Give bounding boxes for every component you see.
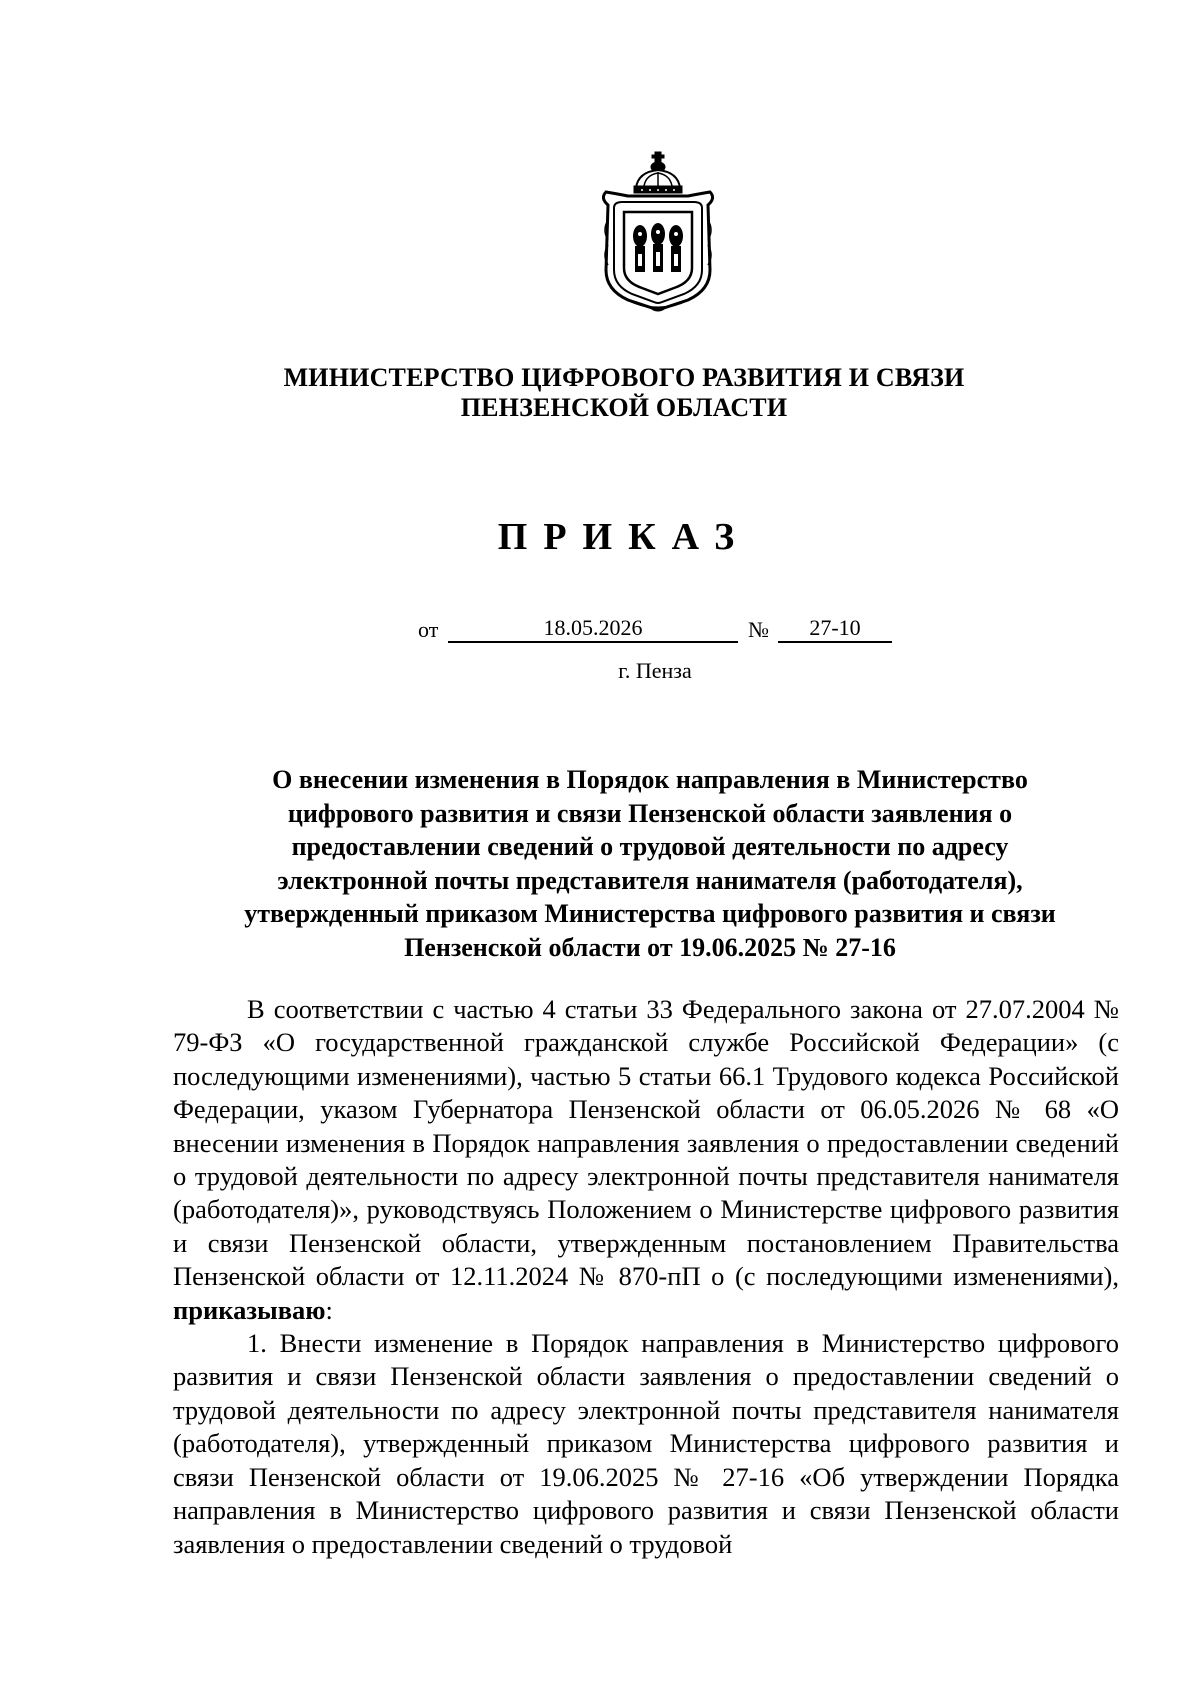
number-prefix: № [748,617,769,642]
document-type-heading: ПРИКАЗ [497,516,751,558]
document-city: г. Пенза [618,658,692,683]
date-prefix: от [418,617,439,642]
body-paragraph-1 [173,993,1119,1327]
coat-of-arms-icon [598,150,718,315]
document-title: О внесении изменения в Порядок направления в Министерство цифрового развития и связи Пензенской области заявления о предоставлении сведений о трудовой деятельности по адресу электронной почты представителя нанимателя (работодателя), утвержденный приказом Министерства цифрового развития и связи Пензенской области от 19.06.2025 № 27-16 [244,765,1056,962]
document-date: 18.05.2026 [448,615,738,643]
paragraph-1-end: : [325,1294,333,1325]
order-verb: приказываю [173,1294,326,1325]
body-paragraph-2: 1. Внести изменение в Порядок направления в Министерство цифрового развития и связи Пензенской области заявления о предоставлении сведений о трудовой деятельности по адресу электронной почты представителя нанимателя (работодателя), утвержденный приказом Министерства цифрового развития и связи Пензенской области от 19.06.2025 № 27-16 «Об утверждении Порядка направления в Министерство цифрового развития и связи Пензенской области заявления о предоставлении сведений о трудовой [173,1328,1119,1559]
document-number: 27-10 [778,615,892,643]
paragraph-1-text: В соответствии с частью 4 статьи 33 Федерального закона от 27.07.2004 № 79-ФЗ «О государственной гражданской службе Российской Федерации» (с последующими изменениями), частью 5 статьи 66.1 Трудового кодекса Российской Федерации, указом Губернатора Пензенской области от 06.05.2026 № 68 «О внесении изменения в Порядок направления заявления о предоставлении сведений о трудовой деятельности по адресу электронной почты представителя нанимателя (работодателя)», руководствуясь Положением о Министерстве цифрового развития и связи Пензенской области, утвержденным постановлением Правительства Пензенской области от 12.11.2024 № 870-пП о (с последующими изменениями), [173,994,1119,1292]
document-body [173,993,1119,1561]
ministry-name-line-2: ПЕНЗЕНСКОЙ ОБЛАСТИ [460,393,788,422]
ministry-name-line-1: МИНИСТЕРСТВО ЦИФРОВОГО РАЗВИТИЯ И СВЯЗИ [283,363,965,392]
crown-icon [634,152,682,193]
